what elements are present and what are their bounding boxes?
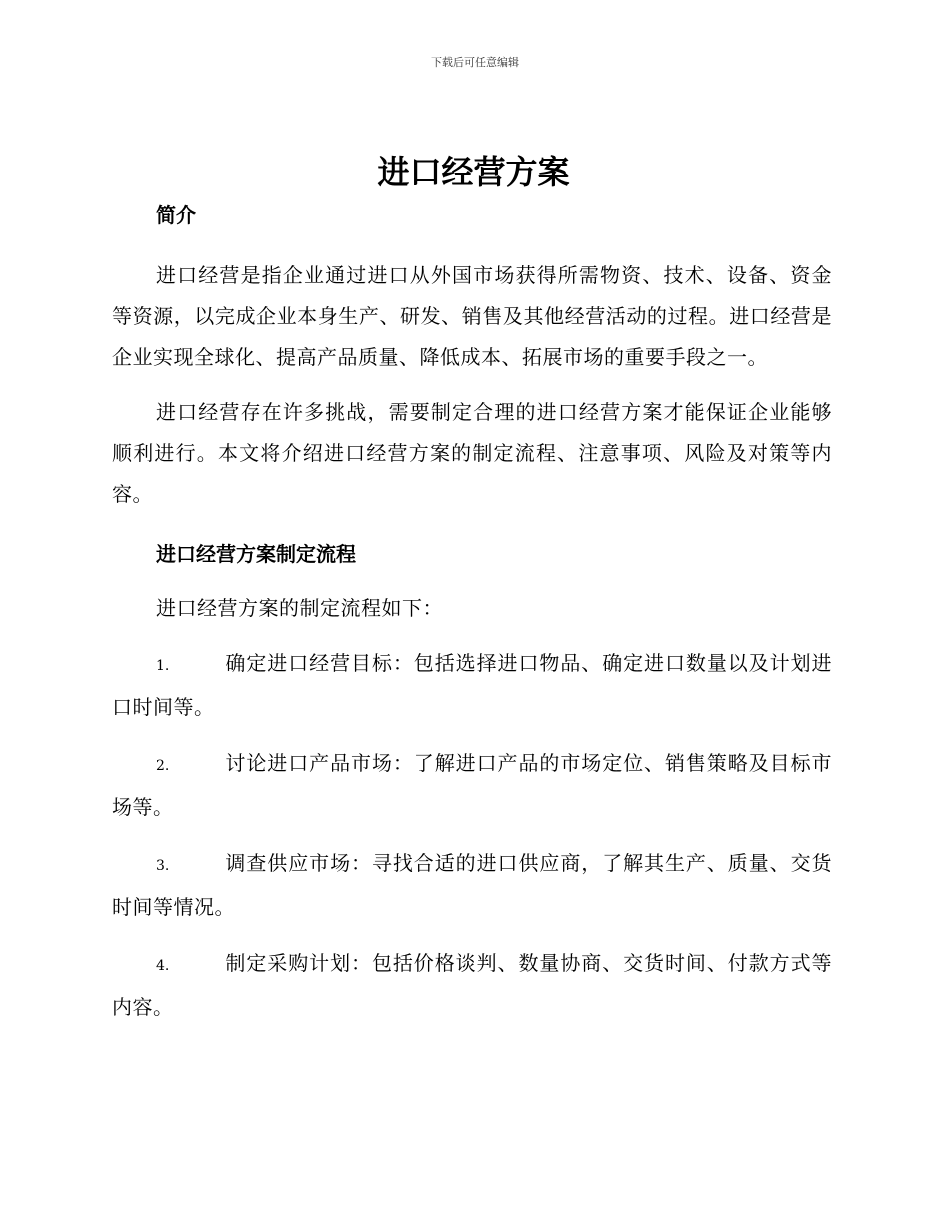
list-item-text: 讨论进口产品市场：了解进口产品的市场定位、销售策略及目标市场等。 bbox=[112, 751, 832, 819]
list-item bbox=[112, 843, 832, 928]
list-item-text: 确定进口经营目标：包括选择进口物品、确定进口数量以及计划进口时间等。 bbox=[112, 651, 832, 719]
document-title: 进口经营方案 bbox=[377, 153, 570, 191]
header-note: 下载后可任意编辑 bbox=[431, 56, 519, 69]
process-intro: 进口经营方案的制定流程如下： bbox=[156, 596, 443, 620]
list-item bbox=[112, 743, 832, 828]
list-number: 3. bbox=[156, 858, 170, 874]
list-item-text: 制定采购计划：包括价格谈判、数量协商、交货时间、付款方式等内容。 bbox=[112, 951, 832, 1019]
intro-paragraph-1: 进口经营是指企业通过进口从外国市场获得所需物资、技术、设备、资金等资源，以完成企业本身生产、研发、销售及其他经营活动的过程。进口经营是企业实现全球化、提高产品质量、降低成本、拓展市场的重要手段之一。 bbox=[112, 263, 832, 369]
list-item-text: 调查供应市场：寻找合适的进口供应商，了解其生产、质量、交货时间等情况。 bbox=[112, 851, 832, 919]
section-heading-process: 进口经营方案制定流程 bbox=[156, 542, 356, 566]
intro-paragraph-2: 进口经营存在许多挑战，需要制定合理的进口经营方案才能保证企业能够顺利进行。本文将介绍进口经营方案的制定流程、注意事项、风险及对策等内容。 bbox=[112, 400, 832, 506]
document-body bbox=[112, 150, 832, 1028]
list-item bbox=[112, 943, 832, 1028]
list-number: 1. bbox=[156, 658, 170, 674]
list-number: 2. bbox=[156, 758, 170, 774]
list-number: 4. bbox=[156, 958, 170, 974]
section-heading-intro: 简介 bbox=[156, 203, 196, 227]
list-item bbox=[112, 643, 832, 728]
